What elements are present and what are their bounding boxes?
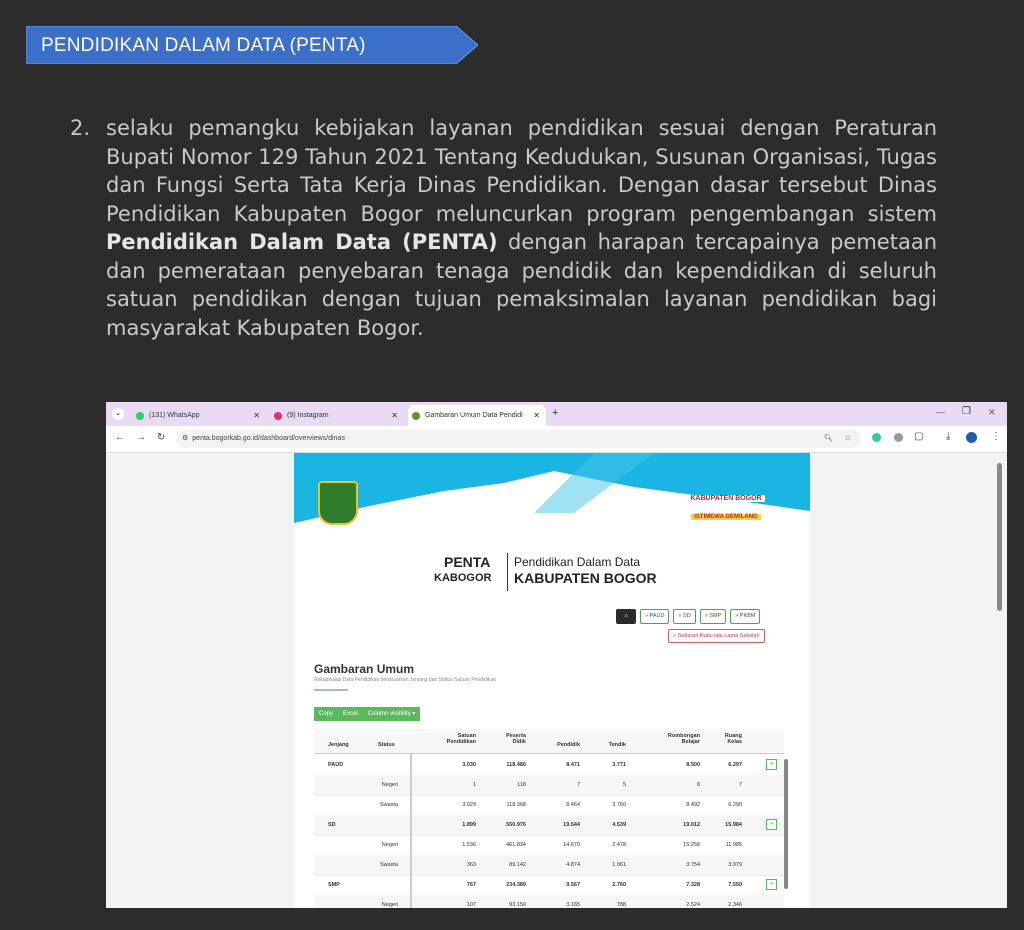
cell-satuan: 3.030 — [462, 762, 476, 768]
cell-satuan: 3.029 — [462, 802, 476, 808]
cell-rombel: 3.754 — [686, 862, 700, 868]
section-underline — [314, 689, 348, 691]
browser-screenshot — [106, 402, 1007, 908]
istimewa-logo — [672, 487, 780, 525]
cell-rombel: 7.328 — [686, 882, 700, 888]
cell-satuan: 107 — [466, 902, 476, 908]
col-satuan: Satuan Pendidikan — [446, 733, 476, 745]
cell-peserta: 118 — [517, 782, 526, 788]
cell-jenjang: PAUD — [328, 762, 344, 768]
table-row — [314, 875, 784, 896]
cell-peserta: 118.368 — [506, 802, 526, 808]
address-bar — [106, 426, 1007, 453]
tab-bar — [106, 402, 1007, 426]
copy-button[interactable]: Copy — [319, 711, 334, 717]
tab-label: (131) WhatsApp — [149, 412, 200, 419]
cell-jenjang: SMP — [328, 882, 340, 888]
cell-pendidik: 4.874 — [566, 862, 580, 868]
table-row — [314, 755, 784, 776]
cell-pendidik: 8.464 — [566, 802, 580, 808]
cell-status: Swasta — [379, 802, 398, 808]
col-rombel: Rombongan Belajar — [667, 733, 700, 745]
nav-paud-button[interactable]: » PAUD — [640, 609, 669, 624]
cell-tendik: 2.760 — [612, 882, 626, 888]
tab-search-icon[interactable]: ⌄ — [112, 408, 124, 420]
table-row — [314, 855, 784, 876]
cell-ruang: 3.979 — [728, 862, 742, 868]
cell-peserta: 234.389 — [506, 882, 526, 888]
col-tendik: Tendik — [608, 742, 626, 748]
extension-icon[interactable] — [894, 433, 903, 442]
expand-detail-button[interactable]: » — [766, 879, 777, 890]
kabupaten-title: KABUPATEN BOGOR — [514, 570, 657, 586]
expand-detail-button[interactable]: » — [766, 759, 777, 770]
cell-rombel: 19.012 — [683, 822, 700, 828]
hero-header — [294, 453, 810, 545]
nav-pkbm-button[interactable]: » PKBM — [730, 609, 760, 624]
cell-satuan: 1.536 — [462, 842, 476, 848]
cell-ruang: 15.984 — [725, 822, 742, 828]
table-row — [314, 815, 784, 836]
table-header — [314, 729, 784, 754]
cell-rombel: 8 — [696, 782, 700, 788]
numbered-paragraph — [70, 114, 937, 342]
cell-status: Swasta — [379, 862, 398, 868]
extension-icon[interactable] — [872, 433, 881, 442]
cell-peserta: 550.976 — [506, 822, 526, 828]
zoom-icon[interactable]: 🔍︎ — [824, 435, 833, 442]
tab-gambaran-umum[interactable] — [408, 405, 546, 426]
cell-ruang: 11.985 — [725, 842, 742, 848]
col-jenjang: Jenjang — [328, 742, 349, 748]
cell-tendik: 5 — [622, 782, 626, 788]
cell-status: Negeri — [381, 782, 398, 788]
cell-tendik: 3.766 — [612, 802, 626, 808]
page-scrollbar[interactable] — [997, 463, 1003, 903]
cell-satuan: 1.899 — [462, 822, 476, 828]
cell-peserta: 89.142 — [509, 862, 526, 868]
cell-status: Negeri — [381, 842, 398, 848]
cell-tendik: 2.478 — [612, 842, 626, 848]
close-icon[interactable]: ✕ — [253, 411, 260, 420]
cell-tendik: 3.771 — [612, 762, 626, 768]
cell-ruang: 6.297 — [728, 762, 742, 768]
whatsapp-icon — [136, 412, 144, 420]
penta-page — [294, 453, 810, 908]
reload-icon[interactable]: ↻ — [157, 432, 166, 443]
table-row — [314, 775, 784, 796]
tab-label: Gambaran Umum Data Pendidi — [425, 412, 523, 419]
close-icon[interactable]: ✕ — [391, 411, 398, 420]
url-field[interactable] — [176, 430, 861, 448]
col-ruang: Ruang Kelas — [724, 733, 742, 745]
pdd-title: Pendidikan Dalam Data — [514, 555, 641, 569]
section-subtitle: Rekapitulasi Data Pendidikan berdasarkan Jenjang dan Status Satuan Pendidikan — [314, 677, 497, 683]
cell-rombel: 8.500 — [686, 762, 700, 768]
back-icon[interactable]: ← — [115, 432, 125, 443]
paragraph-part-1: selaku pemangku kebijakan layanan pendidikan sesuai dengan Peraturan Bupati Nomor 129 Tahun 2021 Tentang Kedudukan, Susunan Organisasi, Tugas dan Fungsi Serta Tata Kerja Dinas Pendidikan. Dengan dasar tersebut Dinas Pendidikan Kabupaten Bogor meluncurkan program pengembangan sistem — [106, 116, 937, 226]
cell-peserta: 118.486 — [506, 762, 526, 768]
profile-avatar[interactable] — [966, 432, 977, 443]
col-status: Status — [378, 742, 395, 748]
cell-ruang: 2.346 — [728, 902, 742, 908]
cell-rombel: 15.258 — [683, 842, 700, 848]
paragraph-text — [106, 114, 937, 342]
penta-subtitle: KABOGOR — [434, 572, 492, 584]
datatable-buttons — [314, 707, 420, 721]
cell-satuan: 767 — [466, 882, 476, 888]
new-tab-icon[interactable]: + — [552, 407, 559, 419]
table-row — [314, 795, 784, 816]
banner-title: PENDIDIKAN DALAM DATA (PENTA) — [41, 35, 366, 56]
item-number: 2. — [70, 116, 91, 140]
cell-pendidik: 19.544 — [563, 822, 580, 828]
cell-pendidik: 3.165 — [566, 902, 580, 908]
jenjang-nav — [616, 609, 760, 623]
download-icon[interactable]: ⤓ — [946, 431, 951, 442]
site-info-icon[interactable]: ⚙ — [182, 435, 189, 442]
sebaran-button[interactable]: » Sebaran Rata-rata Lama Sekolah — [668, 629, 765, 643]
cell-pendidik: 7 — [576, 782, 580, 788]
cell-pendidik: 8.471 — [566, 762, 580, 768]
nav-sd-button[interactable]: » SD — [673, 609, 695, 624]
cell-ruang: 7 — [738, 782, 742, 788]
extensions-puzzle-icon[interactable]: ▢ — [914, 431, 924, 442]
cell-tendik: 4.539 — [612, 822, 626, 828]
paragraph-part-2: dengan harapan tercapainya pemetaan dan pemerataan penyebaran tenaga pendidik dan kependidikan di seluruh satuan pendidikan dengan tujuan pemaksimalan layanan pendidikan bagi masyarakat Kabupaten Bogor. — [106, 230, 938, 340]
nav-smp-button[interactable]: » SMP — [700, 609, 727, 624]
column-visibility-button[interactable]: Column visibility ▾ — [367, 711, 416, 717]
expand-detail-button[interactable]: » — [766, 819, 777, 830]
forward-icon[interactable]: → — [136, 432, 146, 443]
penta-title: PENTA — [444, 554, 491, 570]
table-scrollbar[interactable] — [784, 759, 788, 889]
cell-pendidik: 9.567 — [566, 882, 580, 888]
cell-peserta: 461.834 — [506, 842, 526, 848]
paragraph-bold: Pendidikan Dalam Data (PENTA) — [106, 230, 498, 254]
instagram-icon — [274, 412, 282, 420]
minimize-icon[interactable]: — — [936, 407, 945, 417]
title-divider — [507, 553, 508, 591]
table-row — [314, 835, 784, 856]
cell-satuan: 1 — [472, 782, 476, 788]
maximize-icon[interactable]: ❐ — [962, 406, 971, 417]
tab-instagram[interactable] — [270, 405, 404, 426]
cell-rombel: 2.524 — [686, 902, 700, 908]
table-row — [314, 895, 784, 908]
cell-ruang: 6.290 — [728, 802, 742, 808]
bookmark-star-icon[interactable]: ☆ — [844, 435, 851, 442]
close-icon[interactable]: ✕ — [533, 411, 540, 420]
bogor-logo-icon — [318, 481, 358, 525]
tab-label: (9) Instagram — [287, 412, 329, 419]
cell-rombel: 8.492 — [686, 802, 700, 808]
excel-button[interactable]: Excel — [343, 711, 358, 717]
cell-ruang: 7.550 — [728, 882, 742, 888]
browser-viewport — [106, 453, 1007, 908]
menu-icon[interactable]: ⋮ — [991, 431, 1001, 442]
url-text: penta.bogorkab.go.id/dashboard/overviews/dinas — [192, 435, 345, 442]
fixed-column-divider — [410, 753, 412, 908]
tab-whatsapp[interactable] — [132, 405, 266, 426]
logo-text-2: ISTIMEWA GEMILANG — [691, 514, 760, 520]
cell-tendik: 788 — [616, 902, 626, 908]
penta-favicon-icon — [412, 412, 420, 420]
window-close-icon[interactable]: ✕ — [988, 407, 996, 417]
col-peserta: Peserta Didik — [506, 733, 526, 745]
cell-peserta: 93.150 — [509, 902, 526, 908]
logo-text-1: KABUPATEN BOGOR — [687, 495, 764, 502]
cell-jenjang: SD — [328, 822, 336, 828]
cell-pendidik: 14.670 — [563, 842, 580, 848]
title-banner — [26, 26, 478, 64]
cell-status: Negeri — [381, 902, 398, 908]
col-pendidik: Pendidik — [557, 742, 580, 748]
cell-tendik: 1.061 — [612, 862, 626, 868]
scrollbar-thumb[interactable] — [997, 463, 1002, 611]
home-button[interactable]: ⌂ — [616, 609, 636, 624]
section-title: Gambaran Umum — [314, 662, 415, 676]
cell-satuan: 363 — [466, 862, 476, 868]
